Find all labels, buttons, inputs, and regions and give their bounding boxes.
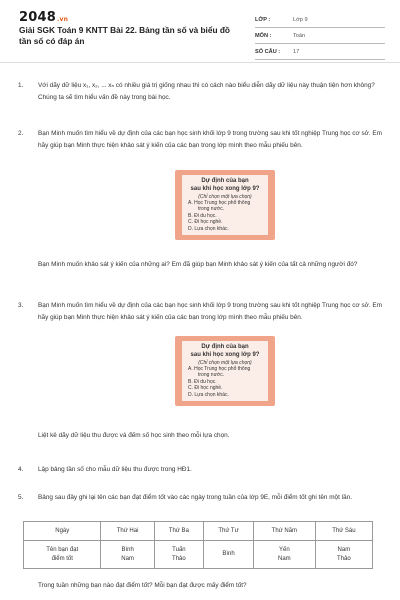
score-table — [23, 521, 373, 569]
cell-line: Bình — [121, 546, 134, 553]
question-5-prompt — [18, 580, 388, 592]
survey-option-c: C. Đi học nghề. — [188, 219, 223, 226]
meta-key: MÔN : — [255, 32, 272, 39]
question-2-prompt — [18, 259, 388, 271]
survey-option-b: B. Đi du học. — [188, 378, 217, 385]
site-logo[interactable] — [19, 10, 68, 25]
table-row — [24, 541, 373, 569]
question-5 — [18, 492, 388, 504]
question-text: Liệt kê dãy dữ liệu thu được và đếm số học sinh theo mỗi lựa chọn. — [38, 432, 230, 439]
question-text: Bạn Minh muốn tìm hiểu về dự định của các bạn học sinh khối lớp 9 trong trường sau khi tốt nghiệp Trung học cơ sở. Em hãy giúp bạn Minh thực hiện khảo sát ý kiến của các bạn trong lớp mình theo mẫu phiếu bên. — [38, 302, 382, 321]
survey-title-line: Dự định của bạn — [201, 178, 249, 184]
question-text: Trong tuần những bạn nào đạt điểm tốt? Mỗi bạn đạt được mấy điểm tốt? — [38, 582, 247, 589]
question-1 — [18, 80, 388, 104]
question-number: 4. — [18, 466, 24, 473]
question-text: Lập bảng tần số cho mẫu dữ liệu thu được trong HĐ1. — [38, 466, 192, 473]
meta-key: LỚP : — [255, 16, 271, 23]
survey-card-inner — [182, 341, 268, 401]
table-header-cell: Thứ Năm — [253, 522, 315, 541]
cell-line: điểm tốt — [51, 555, 73, 562]
table-cell — [154, 541, 203, 569]
table-cell — [24, 541, 101, 569]
meta-value: 17 — [293, 48, 300, 55]
cell-line: Bình — [222, 551, 235, 557]
page-title: Giải SGK Toán 9 KNTT Bài 22. Bảng tần số và biểu đồ tần số có đáp án — [19, 25, 230, 46]
table-header-cell: Thứ Sáu — [315, 522, 372, 541]
survey-option-a — [182, 366, 268, 379]
table-header-row — [24, 522, 373, 541]
cell-line: Tuấn — [172, 546, 186, 553]
option-text: trong nước. — [198, 206, 225, 213]
table-cell — [315, 541, 372, 569]
question-text: Bảng sau đây ghi lại tên các bạn đạt điểm tốt vào các ngày trong tuần của lớp 9E, mỗi điểm tốt ghi tên một lần. — [38, 494, 352, 501]
survey-card-inner — [182, 175, 268, 235]
survey-option-d: D. Lựa chọn khác. — [188, 225, 229, 232]
question-number: 2. — [18, 130, 24, 137]
question-number: 5. — [18, 494, 24, 501]
survey-title-line: sau khi học xong lớp 9? — [190, 185, 260, 192]
survey-option-d: D. Lựa chọn khác. — [188, 391, 229, 398]
cell-line: Nam — [337, 546, 351, 553]
page-header — [0, 0, 400, 63]
survey-card-2 — [175, 336, 275, 406]
survey-title-line: Dự định của bạn — [201, 344, 249, 350]
logo-text: 2048 — [19, 10, 56, 25]
question-number — [18, 580, 38, 592]
survey-subtitle: (Chỉ chọn một lựa chọn) — [198, 194, 252, 200]
survey-title-line: sau khi học xong lớp 9? — [190, 351, 260, 358]
option-text: A. Học Trung học phổ thông — [188, 366, 251, 372]
meta-value: Toán — [293, 32, 306, 39]
question-number — [18, 430, 38, 442]
logo-suffix: .vn — [56, 16, 69, 23]
meta-box — [255, 12, 385, 60]
meta-value: Lớp 9 — [293, 16, 308, 23]
meta-row-subject — [255, 28, 385, 44]
cell-line: Nam — [278, 555, 291, 562]
table-header-cell: Thứ Hai — [101, 522, 154, 541]
table-cell — [253, 541, 315, 569]
meta-key: SỐ CÂU : — [255, 48, 281, 55]
survey-card — [175, 170, 275, 240]
cell-line: Thảo — [172, 555, 186, 562]
question-3-prompt — [18, 430, 388, 442]
question-number: 1. — [18, 82, 24, 89]
table-header-cell: Thứ Ba — [154, 522, 203, 541]
survey-option-c: C. Đi học nghề. — [188, 385, 223, 392]
table-header-cell: Thứ Tư — [204, 522, 254, 541]
cell-line: Yến — [279, 546, 290, 553]
survey-option-b: B. Đi du học. — [188, 212, 217, 219]
survey-option-a — [182, 200, 268, 213]
question-text: Bạn Minh muốn tìm hiểu về dự định của các bạn học sinh khối lớp 9 trong trường sau khi tốt nghiệp Trung học cơ sở. Em hãy giúp bạn Minh thực hiện khảo sát ý kiến của các bạn trong lớp mình theo mẫu phiếu bên. — [38, 130, 382, 149]
option-text: A. Học Trung học phổ thông — [188, 200, 251, 206]
table-header-cell: Ngày — [24, 522, 101, 541]
question-text: Bạn Minh muốn khảo sát ý kiến của những ai? Em đã giúp bạn Minh khảo sát ý kiến của tất cả những người đó? — [38, 261, 358, 268]
question-3 — [18, 300, 388, 324]
survey-title — [182, 344, 268, 359]
survey-subtitle: (Chỉ chọn một lựa chọn) — [198, 360, 252, 366]
option-text: trong nước. — [198, 372, 225, 379]
cell-line: Thảo — [337, 555, 351, 562]
cell-line: Nam — [121, 555, 134, 562]
question-4 — [18, 464, 388, 476]
cell-line: Tên bạn đạt — [46, 546, 79, 553]
question-text: Với dãy dữ liệu x₁, x₂, ... xₙ có nhiều giá trị giống nhau thì có cách nào biểu diễn dãy dữ liệu này thuận tiện hơn không? Chúng ta sẽ tìm hiểu vấn đề này trong bài học. — [38, 82, 375, 101]
meta-row-count — [255, 44, 385, 60]
question-number — [18, 259, 38, 271]
survey-title — [182, 178, 268, 193]
table-cell — [204, 541, 254, 569]
question-number: 3. — [18, 302, 24, 309]
question-2 — [18, 128, 388, 152]
table-cell — [101, 541, 154, 569]
meta-row-grade — [255, 12, 385, 28]
